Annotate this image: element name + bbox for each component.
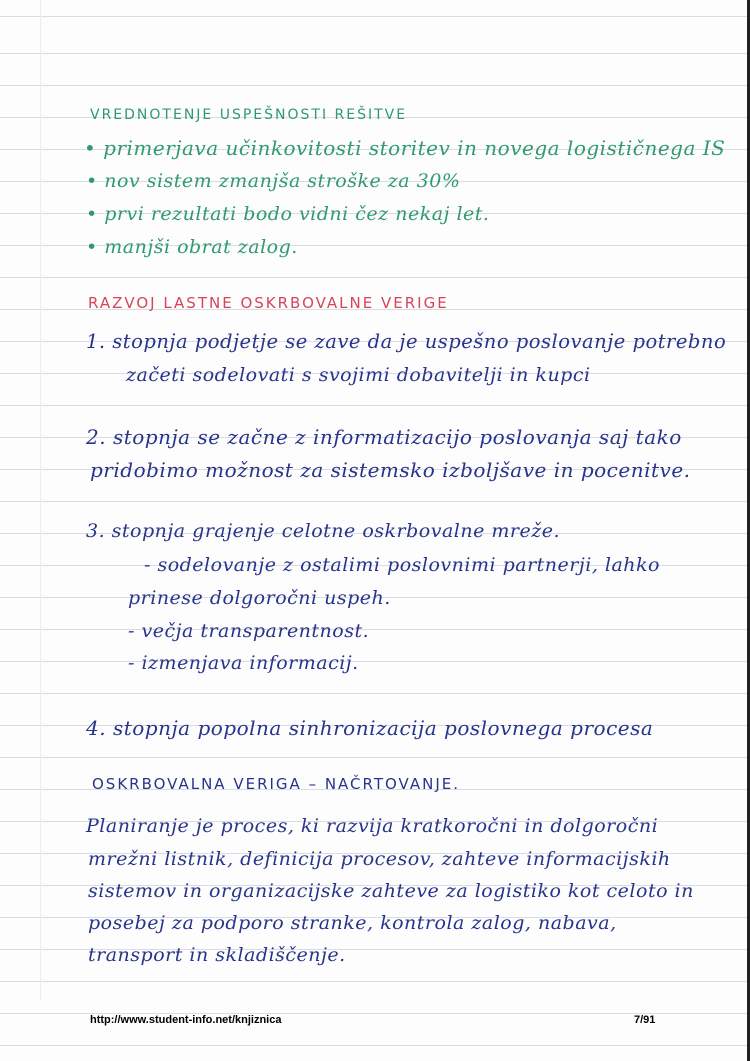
- footer-url[interactable]: http://www.student-info.net/knjiznica: [90, 1014, 282, 1026]
- note-line: 3. stopnja grajenje celotne oskrbovalne mreže.: [86, 520, 561, 542]
- note-line: • manjši obrat zalog.: [86, 236, 298, 258]
- note-line: prinese dolgoročni uspeh.: [128, 587, 391, 609]
- note-line: - izmenjava informacij.: [128, 652, 359, 674]
- note-line: 1. stopnja podjetje se zave da je uspešno poslovanje potrebno: [86, 330, 727, 353]
- note-line: - večja transparentnost.: [128, 620, 370, 642]
- note-line: 4. stopnja popolna sinhronizacija poslovnega procesa: [86, 716, 654, 740]
- note-line: transport in skladiščenje.: [88, 944, 346, 966]
- section-heading-evaluation: VREDNOTENJE USPEŠNOSTI REŠITVE: [90, 107, 408, 123]
- note-line: posebej za podporo stranke, kontrola zalog, nabava,: [88, 912, 617, 934]
- note-line: sistemov in organizacijske zahteve za logistiko kot celoto in: [88, 880, 694, 902]
- note-line: 2. stopnja se začne z informatizacijo poslovanja saj tako: [86, 425, 682, 449]
- section-heading-planning: OSKRBOVALNA VERIGA – NAČRTOVANJE.: [92, 775, 461, 793]
- note-line: Planiranje je proces, ki razvija kratkoročni in dolgoročni: [86, 815, 659, 837]
- note-line: mrežni listnik, definicija procesov, zahteve informacijskih: [88, 848, 671, 870]
- note-line: • prvi rezultati bodo vidni čez nekaj let.: [86, 203, 490, 225]
- note-line: pridobimo možnost za sistemsko izboljšave in pocenitve.: [90, 458, 691, 482]
- note-line: - sodelovanje z ostalimi poslovnimi partnerji, lahko: [144, 554, 660, 576]
- note-line: začeti sodelovati s svojimi dobavitelji in kupci: [126, 364, 591, 386]
- margin-line: [40, 0, 41, 1000]
- note-line: • primerjava učinkovitosti storitev in novega logističnega IS: [84, 136, 726, 160]
- note-line: • nov sistem zmanjša stroške za 30%: [86, 170, 461, 192]
- section-heading-development: RAZVOJ LASTNE OSKRBOVALNE VERIGE: [88, 294, 449, 312]
- page-number: 7/91: [634, 1014, 656, 1026]
